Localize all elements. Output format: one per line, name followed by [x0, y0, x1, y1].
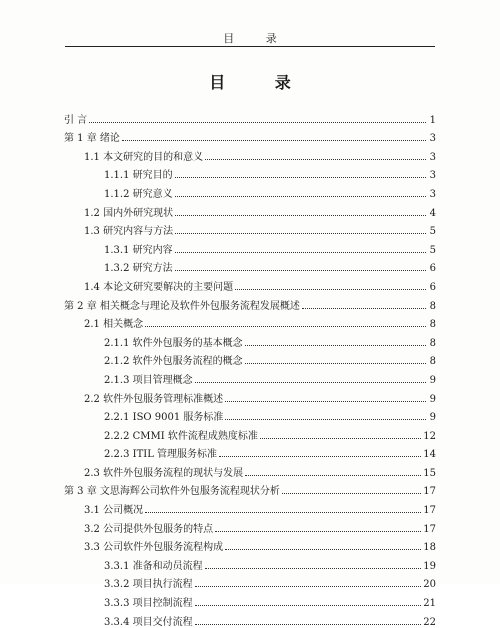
toc-entry-label: 2.2 软件外包服务管理标准概述: [84, 393, 224, 405]
table-of-contents: [64, 107, 436, 628]
toc-entry-page-number: 3: [429, 188, 436, 200]
toc-entry-label: 1.1 本文研究的目的和意义: [84, 151, 204, 163]
toc-dot-leader: [225, 419, 426, 420]
toc-entry[interactable]: [64, 590, 436, 609]
toc-dot-leader: [195, 382, 426, 383]
toc-title: 目 录: [209, 73, 313, 92]
toc-entry[interactable]: [64, 516, 436, 535]
toc-entry-page-number: 3: [429, 133, 436, 145]
toc-dot-leader: [175, 215, 426, 216]
toc-entry-label: 2.3 软件外包服务流程的现状与发展: [84, 467, 244, 479]
toc-dot-leader: [235, 289, 426, 290]
toc-entry-label: 2.1 相关概念: [84, 319, 144, 331]
toc-dot-leader: [175, 252, 426, 253]
toc-entry-page-number: 3: [429, 170, 436, 182]
toc-entry[interactable]: [64, 163, 436, 182]
toc-entry-page-number: 8: [429, 356, 436, 368]
toc-dot-leader: [245, 475, 421, 476]
toc-entry[interactable]: [64, 293, 436, 312]
toc-entry[interactable]: [64, 572, 436, 591]
toc-dot-leader: [195, 605, 422, 606]
toc-entry-label: 3.2 公司提供外包服务的特点: [84, 523, 214, 535]
toc-entry-page-number: 8: [429, 319, 436, 331]
toc-entry-page-number: 6: [429, 281, 436, 293]
toc-dot-leader: [245, 363, 426, 364]
toc-entry-label: 1.3 研究内容与方法: [84, 226, 174, 238]
toc-entry-label: 3.3.2 项目执行流程: [104, 579, 193, 591]
toc-entry-label: 1.1.2 研究意义: [104, 188, 173, 200]
toc-dot-leader: [282, 493, 421, 494]
toc-entry[interactable]: [64, 386, 436, 405]
toc-entry[interactable]: [64, 609, 436, 628]
toc-entry[interactable]: [64, 274, 436, 293]
toc-entry-page-number: 3: [429, 151, 436, 163]
toc-entry-label: 3.3.4 项目交付流程: [104, 616, 193, 628]
toc-entry-page-number: 1: [429, 114, 436, 126]
toc-entry-label: 2.2.3 ITIL 管理服务标准: [104, 449, 218, 461]
toc-entry-label: 3.1 公司概况: [84, 505, 144, 517]
toc-entry-page-number: 17: [423, 523, 436, 535]
toc-entry-label: 引 言: [64, 114, 88, 126]
toc-entry[interactable]: [64, 479, 436, 498]
toc-dot-leader: [195, 624, 422, 625]
toc-dot-leader: [175, 233, 426, 234]
toc-entry-label: 2.2.2 CMMI 软件流程成熟度标准: [104, 430, 258, 442]
toc-entry-label: 第 1 章 绪论: [64, 133, 120, 145]
toc-entry-label: 3.3.3 项目控制流程: [104, 598, 193, 610]
toc-entry-page-number: 18: [423, 542, 436, 554]
toc-entry[interactable]: [64, 405, 436, 424]
toc-entry-label: 1.3.2 研究方法: [104, 263, 173, 275]
toc-dot-leader: [145, 512, 421, 513]
toc-entry[interactable]: [64, 181, 436, 200]
toc-entry-label: 3.3 公司软件外包服务流程构成: [84, 542, 224, 554]
toc-entry-page-number: 12: [423, 430, 436, 442]
toc-entry-page-number: 17: [423, 486, 436, 498]
toc-entry-page-number: 15: [423, 467, 436, 479]
toc-entry-page-number: 22: [423, 616, 436, 628]
toc-entry-label: 第 3 章 文思海辉公司软件外包服务流程现状分析: [64, 486, 280, 498]
toc-entry-label: 1.1.1 研究目的: [104, 170, 173, 182]
running-header: 目 录: [223, 32, 291, 45]
toc-dot-leader: [245, 345, 426, 346]
toc-dot-leader: [122, 140, 426, 141]
toc-entry-page-number: 9: [429, 393, 436, 405]
toc-entry-page-number: 21: [423, 598, 436, 610]
toc-entry[interactable]: [64, 107, 436, 126]
toc-entry-page-number: 9: [429, 374, 436, 386]
toc-entry[interactable]: [64, 237, 436, 256]
toc-entry-page-number: 19: [423, 560, 436, 572]
toc-dot-leader: [215, 531, 421, 532]
toc-entry[interactable]: [64, 126, 436, 145]
toc-dot-leader: [205, 159, 426, 160]
toc-entry-page-number: 9: [429, 412, 436, 424]
toc-entry[interactable]: [64, 256, 436, 275]
toc-dot-leader: [145, 326, 426, 327]
toc-entry-label: 第 2 章 相关概念与理论及软件外包服务流程发展概述: [64, 300, 300, 312]
toc-dot-leader: [260, 438, 421, 439]
header-rule: [65, 46, 435, 47]
toc-entry-page-number: 17: [423, 505, 436, 517]
toc-entry-label: 2.1.2 软件外包服务流程的概念: [104, 356, 243, 368]
toc-entry[interactable]: [64, 442, 436, 461]
toc-entry-page-number: 5: [429, 226, 436, 238]
toc-dot-leader: [225, 401, 426, 402]
toc-dot-leader: [175, 270, 426, 271]
toc-entry-page-number: 8: [429, 337, 436, 349]
toc-dot-leader: [175, 196, 426, 197]
toc-entry[interactable]: [64, 349, 436, 368]
toc-dot-leader: [302, 308, 426, 309]
toc-entry-label: 1.2 国内外研究现状: [84, 207, 174, 219]
toc-dot-leader: [89, 122, 426, 123]
toc-entry-page-number: 8: [429, 300, 436, 312]
toc-entry[interactable]: [64, 460, 436, 479]
toc-dot-leader: [205, 568, 422, 569]
toc-entry[interactable]: [64, 330, 436, 349]
toc-entry[interactable]: [64, 219, 436, 238]
toc-entry-label: 1.4 本论文研究要解决的主要问题: [84, 281, 234, 293]
toc-entry-label: 2.2.1 ISO 9001 服务标准: [104, 412, 224, 424]
toc-dot-leader: [225, 549, 421, 550]
toc-dot-leader: [175, 177, 426, 178]
toc-entry[interactable]: [64, 497, 436, 516]
toc-entry[interactable]: [64, 200, 436, 219]
toc-entry-page-number: 6: [429, 263, 436, 275]
toc-entry-label: 1.3.1 研究内容: [104, 244, 173, 256]
toc-entry-label: 2.1.1 软件外包服务的基本概念: [104, 337, 243, 349]
toc-entry[interactable]: [64, 553, 436, 572]
toc-entry[interactable]: [64, 312, 436, 331]
toc-entry[interactable]: [64, 535, 436, 554]
toc-entry-label: 2.1.3 项目管理概念: [104, 374, 193, 386]
toc-dot-leader: [219, 456, 421, 457]
toc-entry[interactable]: [64, 423, 436, 442]
toc-dot-leader: [195, 586, 422, 587]
toc-entry-page-number: 14: [423, 449, 436, 461]
toc-entry[interactable]: [64, 367, 436, 386]
toc-entry-page-number: 4: [429, 207, 436, 219]
toc-entry[interactable]: [64, 144, 436, 163]
toc-entry-page-number: 5: [429, 244, 436, 256]
toc-entry-label: 3.3.1 准备和动员流程: [104, 560, 203, 572]
toc-entry-page-number: 20: [423, 579, 436, 591]
